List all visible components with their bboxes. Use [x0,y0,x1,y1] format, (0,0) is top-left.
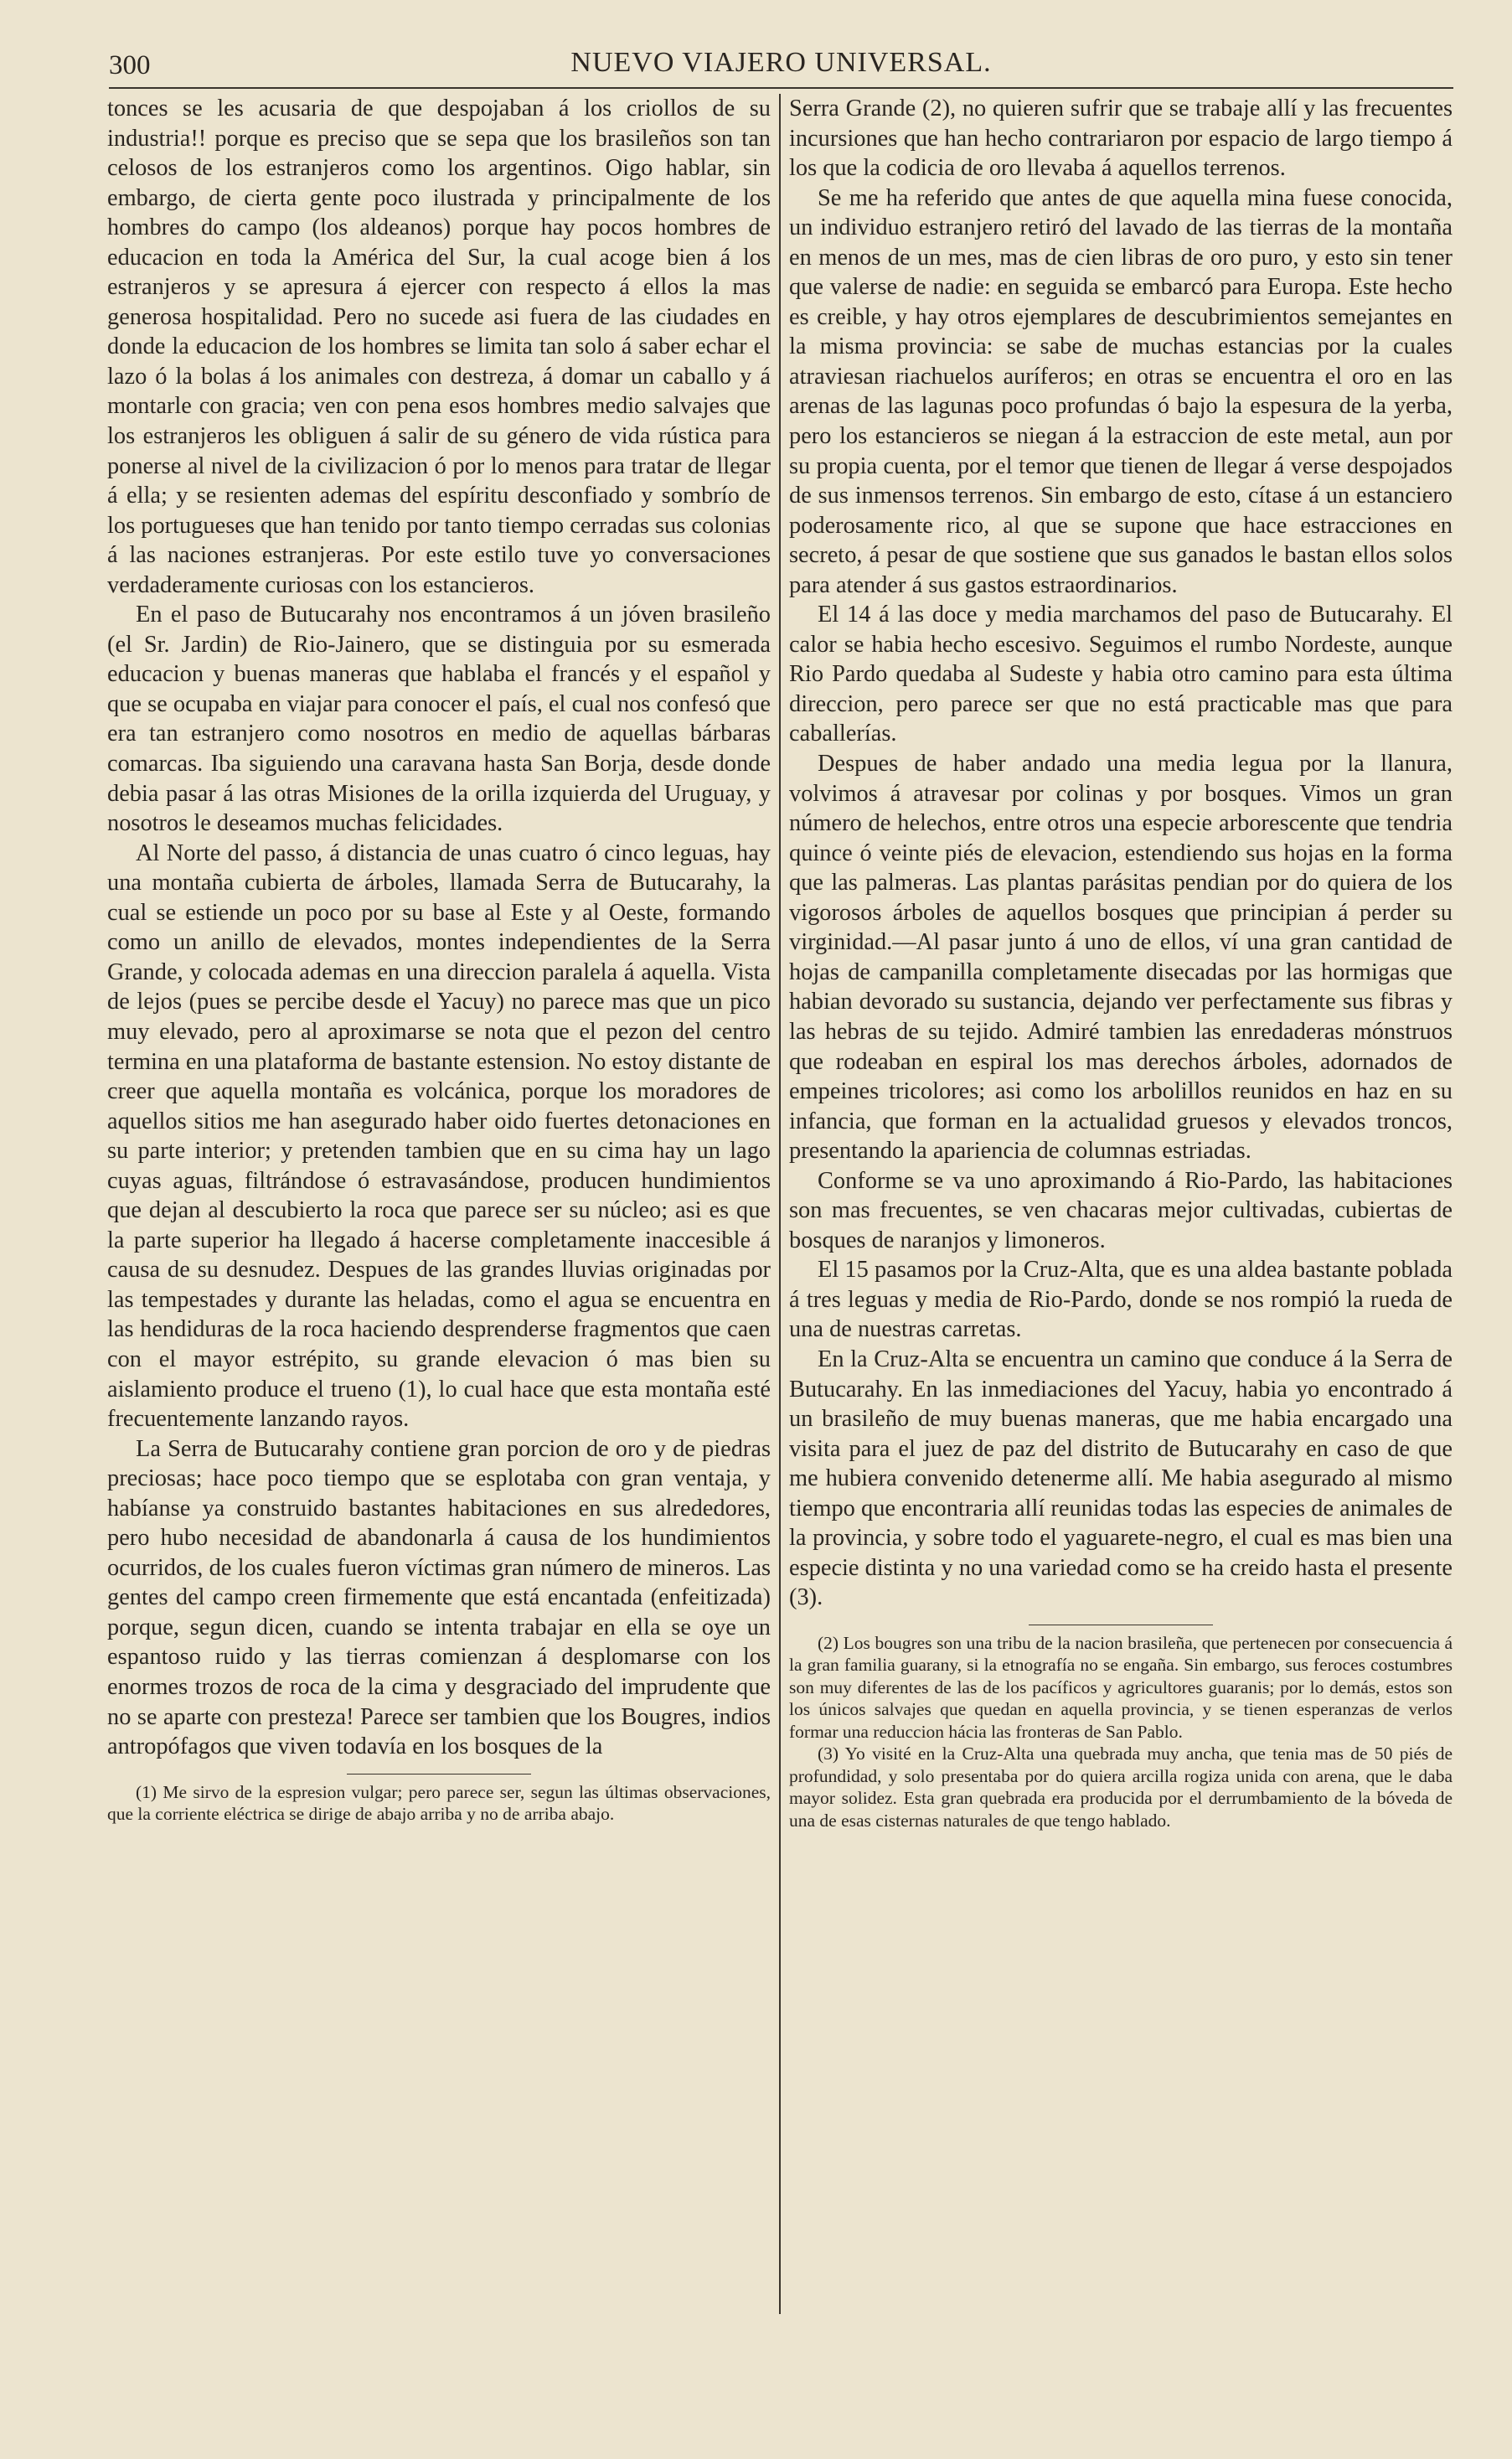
paragraph: En el paso de Butucarahy nos encontramos á un jóven brasileño (el Sr. Jardin) de Rio-Jainero, que se distinguia por su esmerada educacion y buenas maneras que hablaba el francés y el español y que se ocupaba en viajar para conocer el país, el cual nos confesó que era tan estranjero como nosotros en medio de aquellas bárbaras comarcas. Iba siguiendo una caravana hasta San Borja, desde donde debia pasar á las otras Misiones de la orilla izquierda del Uruguay, y nosotros le deseamos muchas felicidades. [107,602,771,837]
paragraph: En la Cruz-Alta se encuentra un camino que conduce á la Serra de Butucarahy. En las inmediaciones del Yacuy, habia yo encontrado á un brasileño de muy buenas maneras, que me habia encargado una visita para el juez de paz del distrito de Butucarahy en caso de que me hubiera convenido detenerme allí. Me habia asegurado al mismo tiempo que encontraria allí reunidas todas las especies de animales de la provincia, y sobre todo el yaguarete-negro, el cual es mas bien una especie distinta y no una variedad como se ha creido hasta el presente (3). [789,1346,1453,1611]
running-title: NUEVO VIAJERO UNIVERSAL. [570,47,992,78]
paragraph: Al Norte del passo, á distancia de unas cuatro ó cinco leguas, hay una montaña cubierta de árboles, llamada Serra de Butucarahy, la cual se estiende un poco por su base al Este y al Oeste, formando como un anillo de elevados, montes independientes de la Serra Grande, y colocada ademas en una direccion paralela á aquella. Vista de lejos (pues se percibe desde el Yacuy) no parece mas que un pico muy elevado, pero al aproximarse se nota que el pezon del centro termina en una plataforma de bastante estension. No estoy distante de creer que aquella montaña es volcánica, porque los moradores de aquellos sitios me han asegurado haber oido fuertes detonaciones en su parte interior; y pretenden tambien que en su cima hay un lago cuyas aguas, filtrándose ó estravasándose, producen hundimientos que dejan al descubierto la roca que parece ser su núcleo; asi es que la parte superior ha llegado á hacerse completamente inaccesible á causa de su desnudez. Despues de las grandes lluvias originadas por las tempestades y durante las heladas, como el agua se encuentra en las hendiduras de la roca haciendo desprenderse fragmentos que caen con el mayor estrépito, su grande elevacion ó mas bien su aislamiento produce el trueno (1), lo cual hace que esta montaña esté frecuentemente lanzando rayos. [107,839,771,1433]
paragraph: El 15 pasamos por la Cruz-Alta, que es una aldea bastante poblada á tres leguas y media de Rio-Pardo, donde se nos rompió la rueda de una de nuestras carretas. [789,1257,1453,1343]
paragraph: La Serra de Butucarahy contiene gran porcion de oro y de piedras preciosas; hace poco tiempo que se esplotaba con gran ventaja, y habíanse ya construido bastantes habitaciones en sus alrededores, pero hubo necesidad de abandonarla á causa de los hundimientos ocurridos, de los cuales fueron víctimas gran número de mineros. Las gentes del campo creen firmemente que está encantada (enfeitizada) porque, segun dicen, cuando se intenta trabajar en ella se oye un espantoso ruido y las tierras comienzan á desplomarse con los enormes trozos de roca de la cima y desgraciado del imprudente que no se aparte con presteza! Parece ser tambien que los Bougres, indios antropófagos que viven todavía en los bosques de la [107,1435,771,1760]
paragraph: Serra Grande (2), no quieren sufrir que se trabaje allí y las frecuentes incursiones que han hecho contrariaron por espacio de largo tiempo á los que la codicia de oro llevaba á aquellos terrenos. [789,96,1453,182]
footnotes [107,1774,771,1826]
footnote: (3) Yo visité en la Cruz-Alta una quebrada muy ancha, que tenia mas de 50 piés de profundidad, y solo presentaba por do quiera arcilla rogiza unida con arena, que le daba mayor solidez. Esta gran quebrada era producida por el derrumbamiento de la bóveda de una de esas cisternas naturales de que tengo hablado. [789,1744,1453,1831]
paragraph: Conforme se va uno aproximando á Rio-Pardo, las habitaciones son mas frecuentes, se ven chacaras mejor cultivadas, cubiertas de bosques de naranjos y limoneros. [789,1167,1453,1253]
paragraph: El 14 á las doce y media marchamos del paso de Butucarahy. El calor se habia hecho escesivo. Seguimos el rumbo Nordeste, aunque Rio Pardo quedaba al Sudeste y habia otro camino para esta última direccion, pero parece ser que no está practicable mas que para caballerías. [789,602,1453,747]
page-header [109,47,1453,85]
footnotes [789,1625,1453,1832]
paragraph: Se me ha referido que antes de que aquella mina fuese conocida, un individuo estranjero retiró del lavado de las tierras de la montaña en menos de un mes, mas de cien libras de oro puro, y esto sin tener que valerse de nadie: en seguida se embarcó para Europa. Este hecho es creible, y hay otros ejemplares de descubrimientos semejantes en la misma provincia: se sabe de muchas estancias por la cuales atraviesan riachuelos auríferos; en otras se encuentra el oro en las arenas de las lagunas poco profundas ó bajo la espesura de la yerba, pero los estancieros se niegan á la estraccion de este metal, aun por su propia cuenta, por el temor que tienen de llegar á verse despojados de sus inmensos terrenos. Sin embargo de esto, cítase á un estanciero poderosamente rico, al que se supone que hace estracciones en secreto, á pesar de que sostiene que sus ganados le bastan ellos solos para atender á sus gastos estraordinarios. [789,184,1453,598]
right-column [789,94,1453,1831]
paragraph: tonces se les acusaria de que despojaban á los criollos de su industria!! porque es preciso que se sepa que los brasileños son tan celosos de los estranjeros como los argentinos. Oigo hablar, sin embargo, de cierta gente poco ilustrada y principalmente de los hombres do campo (los aldeanos) porque hay pocos hombres de educacion en toda la América del Sur, la cual acoge bien á los estranjeros y se apresura á ejercer con respecto á ellos la mas generosa hospitalidad. Pero no sucede asi fuera de las ciudades en donde la educacion de los hombres se limita tan solo á saber echar el lazo ó la bolas á los animales con destreza, á domar un caballo y á montarle con gracia; ven con pena esos hombres medio salvajes que los estranjeros les obliguen á salir de su género de vida rústica para ponerse al nivel de la civilizacion ó por lo menos para tratar de llegar á ella; y se resienten ademas del espíritu desconfiado y sombrío de los portugueses que han tenido por tanto tiempo cerradas sus colonias á las naciones estranjeras. Por este estilo tuve yo conversaciones verdaderamente curiosas con los estancieros. [107,96,771,598]
paragraph: Despues de haber andado una media legua por la llanura, volvimos á atravesar por colinas y por bosques. Vimos un gran número de helechos, entre otros una especie arborescente que tendria quince ó veinte piés de elevacion, estendiendo sus hojas en la forma que las palmeras. Las plantas parásitas pendian por do quiera de los vigorosos árboles de aquellos bosques que principian á perder su virginidad.—Al pasar junto á uno de ellos, ví una gran cantidad de hojas de campanilla completamente disecadas por las hormigas que habian devorado su sustancia, dejando ver perfectamente sus fibras y las hebras de su tejido. Admiré tambien las enredaderas mónstruos que rodeaban en espiral los mas derechos árboles, adornados de empeines tricolores; asi como los arbolillos reunidos en haz en su infancia, que forman en la actualidad gruesos y elevados troncos, presentando la apariencia de columnas estriadas. [789,751,1453,1165]
column-divider [779,94,781,2314]
footnote: (1) Me sirvo de la espresion vulgar; pero parece ser, segun las últimas observaciones, que la corriente eléctrica se dirige de abajo arriba y no de arriba abajo. [107,1781,771,1825]
header-rule [109,87,1453,89]
page-number: 300 [109,50,151,80]
footnote-rule [347,1774,531,1775]
footnote: (2) Los bougres son una tribu de la nacion brasileña, que pertenecen por consecuencia á la gran familia guarany, si la etnografía no se engaña. Sin embargo, sus feroces costumbres son muy diferentes de las de los pacíficos y agricultores guaranis; por lo demás, estos son los únicos salvajes que quedan en aquella provincia, y se tienen esperanzas de verlos formar una reduccion hácia las fronteras de San Pablo. [789,1632,1453,1742]
left-column [107,94,771,1826]
